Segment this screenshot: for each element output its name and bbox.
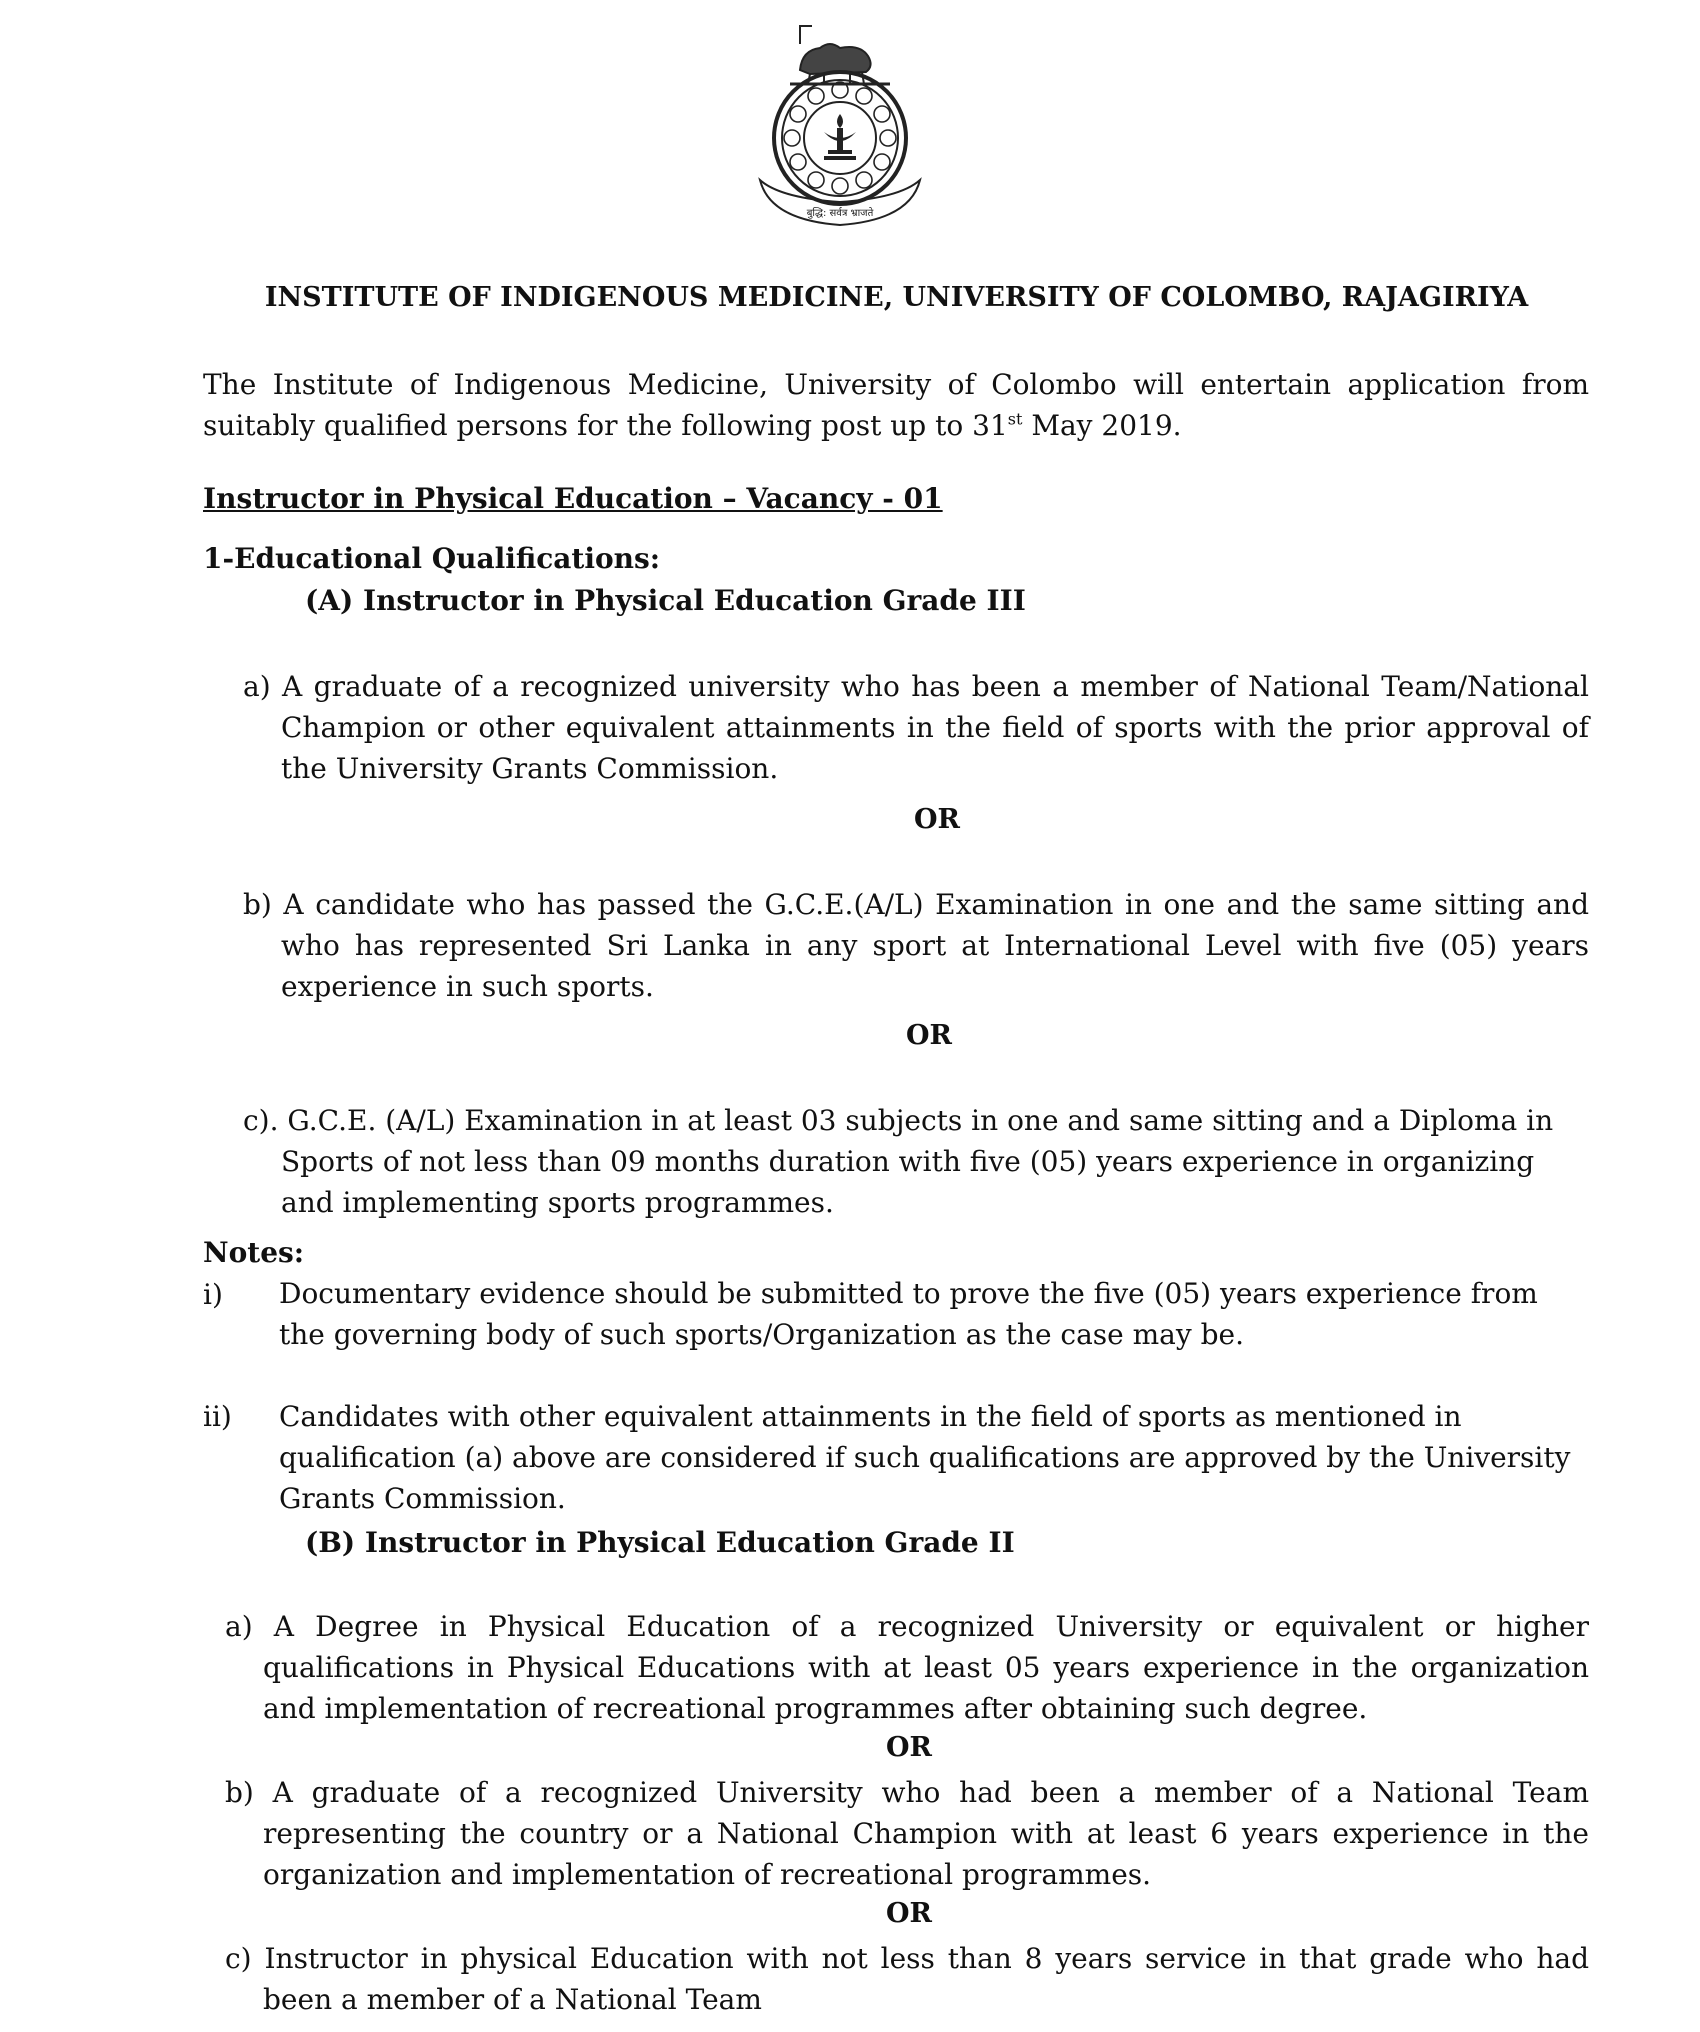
grade-b-heading: (B) Instructor in Physical Education Grade II <box>305 1526 1015 1559</box>
post-heading: Instructor in Physical Education – Vacancy - 01 <box>203 482 943 515</box>
grade-b-item-a: a) A Degree in Physical Education of a recognized University or equivalent or higher qualifications in Physical Educations with at least 05 years experience in the organization and implementation of recreational programmes after obtaining such degree. <box>225 1610 1589 1725</box>
grade-a-heading: (A) Instructor in Physical Education Grade III <box>305 584 1026 617</box>
note-number: ii) <box>203 1400 232 1433</box>
section-heading-educational-qualifications: 1-Educational Qualifications: <box>203 542 661 575</box>
crest-motto: बुद्धि: सर्वत्र भ्राजते <box>806 208 874 219</box>
or-separator: OR <box>886 1732 932 1763</box>
or-separator: OR <box>906 1020 952 1051</box>
notes-heading: Notes: <box>203 1236 305 1269</box>
lamp-icon <box>824 114 856 160</box>
intro-paragraph <box>203 364 1589 446</box>
grade-a-item-b: b) A candidate who has passed the G.C.E.(A/L) Examination in one and the same sitting and who has represented Sri Lanka in any sport at International Level with five (05) years experience in such sports. <box>243 888 1589 1003</box>
document-title: INSTITUTE OF INDIGENOUS MEDICINE, UNIVERSITY OF COLOMBO, RAJAGIRIYA <box>264 282 1529 313</box>
note-text: Candidates with other equivalent attainments in the field of sports as mentioned in qualification (a) above are considered if such qualifications are approved by the University Grants Commission. <box>279 1400 1571 1515</box>
note-number: i) <box>203 1278 223 1311</box>
or-separator: OR <box>914 804 960 835</box>
grade-a-item-c: c). G.C.E. (A/L) Examination in at least 03 subjects in one and same sitting and a Diploma in Sports of not less than 09 months duration with five (05) years experience in organizing and implementing sports programmes. <box>243 1104 1554 1219</box>
grade-a-item-a: a) A graduate of a recognized university who has been a member of National Team/National Champion or other equivalent attainments in the field of sports with the prior approval of the University Grants Commission. <box>243 670 1589 785</box>
grade-b-item-c: c) Instructor in physical Education with not less than 8 years service in that grade who had been a member of a National Team <box>225 1942 1589 2016</box>
intro-superscript: st <box>1007 409 1023 429</box>
university-crest-logo <box>740 20 940 230</box>
lion-emblem-icon <box>790 26 890 84</box>
note-text: Documentary evidence should be submitted to prove the five (05) years experience from the governing body of such sports/Organization as the case may be. <box>279 1277 1538 1351</box>
intro-text-end: May 2019. <box>1022 409 1182 442</box>
intro-text: The Institute of Indigenous Medicine, University of Colombo will entertain application from suitably qualified persons for the following post up to 31 <box>203 368 1589 442</box>
grade-b-item-b: b) A graduate of a recognized University who had been a member of a National Team representing the country or a National Champion with at least 6 years experience in the organization and implementation of recreational programmes. <box>225 1776 1589 1891</box>
or-separator: OR <box>886 1898 932 1929</box>
